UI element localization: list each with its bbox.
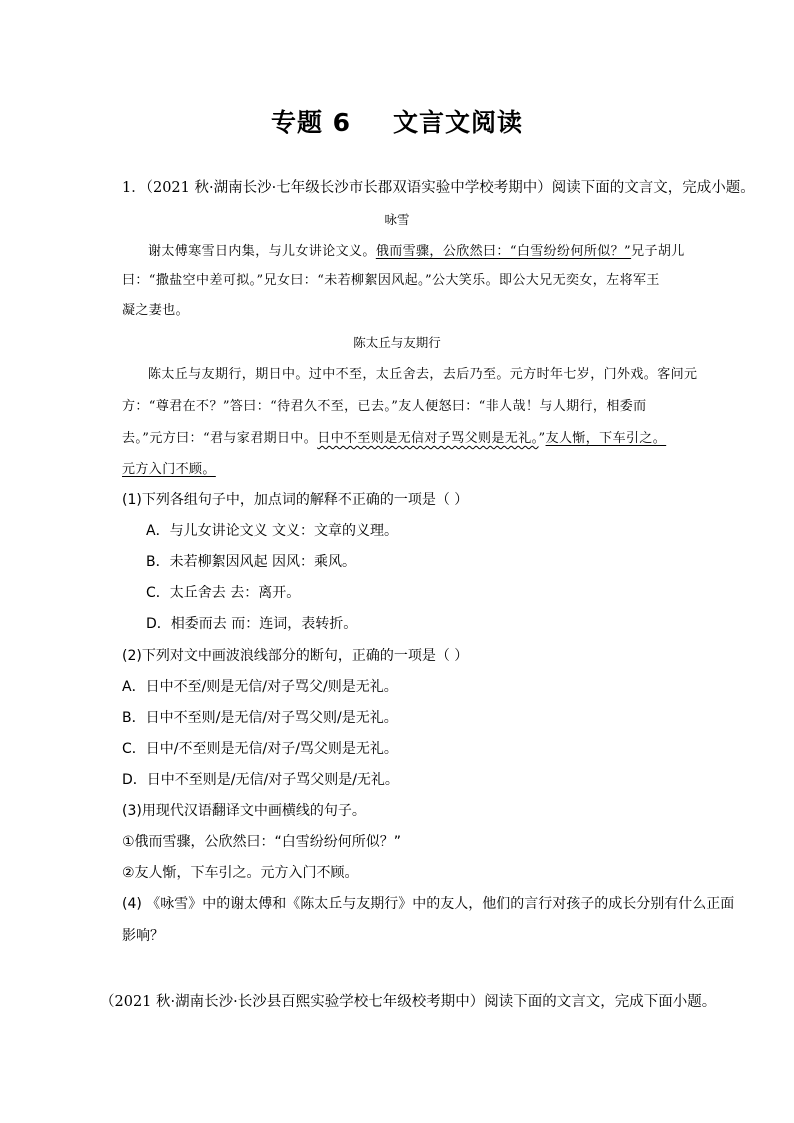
sub-question-2-stem: (2)下列对文中画波浪线部分的断句，正确的一项是（ ） (122, 648, 469, 664)
passage-2-line-2: 方：“尊君在不？”答曰：“待君久不至，已去。”友人便怒曰：“非人哉！与人期行，相委而 (122, 399, 647, 414)
passage-1-title: 咏雪 (384, 212, 410, 227)
passage-2-line-3 (122, 427, 666, 446)
option-c: C．日中/不至则是无信/对子/骂父则是无礼。 (122, 741, 398, 757)
option-d: D．日中不至则是/无信/对子骂父则是/无礼。 (122, 772, 399, 788)
title-topic-name: 文言文阅读 (393, 108, 524, 137)
option-c: C．太丘舍去 去：离开。 (146, 585, 301, 601)
passage-1-line-3: 凝之妻也。 (122, 303, 190, 318)
passage-1-line-1 (148, 240, 685, 259)
option-d: D．相委而去 而：连词，表转折。 (146, 616, 358, 632)
sub-question-4-line-1: (4) 《咏雪》中的谢太傅和《陈太丘与友期行》中的友人，他们的言行对孩子的成长分别有什么正面 (122, 896, 735, 912)
translation-item-1: ①俄而雪骤，公欣然曰：“白雪纷纷何所似？” (122, 834, 402, 850)
option-a: A．日中不至/则是无信/对子骂父/则是无礼。 (122, 679, 398, 695)
page-title (0, 103, 794, 139)
passage-text: ” (538, 431, 546, 446)
passage-2-line-1: 陈太丘与友期行，期日中。过中不至，太丘舍去，去后乃至。元方时年七岁，门外戏。客问元 (148, 367, 698, 382)
passage-1-line-2: 曰：“撒盐空中差可拟。”兄女曰：“未若柳絮因风起。”公大笑乐。即公大兄无奕女，左将军王 (122, 273, 660, 288)
question-source: （2021 秋·湖南长沙·七年级长沙市长郡双语实验中学校考期中）阅读下面的文言文，完成小题。 (145, 180, 755, 196)
question-1-intro (122, 176, 755, 197)
passage-text: 谢太傅寒雪日内集，与儿女讲论文义。 (148, 244, 376, 259)
title-topic-number: 专题 6 (270, 108, 352, 137)
underlined-sentence-2b: 元方入门不顾。 (122, 462, 216, 477)
wavy-underlined-sentence: 日中不至则是无信对子骂父则是无礼。 (317, 431, 539, 446)
question-number: 1． (122, 180, 146, 196)
sub-question-1-stem: (1)下列各组句子中，加点词的解释不正确的一项是（ ） (122, 492, 469, 508)
passage-text: 去。”元方曰：“君与家君期日中。 (122, 431, 318, 446)
translation-item-2: ②友人惭，下车引之。元方入门不顾。 (122, 865, 359, 881)
underlined-sentence-2a: 友人惭，下车引之。 (545, 431, 667, 446)
passage-2-title: 陈太丘与友期行 (353, 335, 441, 350)
option-b: B．未若柳絮因风起 因风：乘风。 (146, 554, 357, 570)
option-b: B．日中不至则/是无信/对子骂父则/是无礼。 (122, 710, 398, 726)
question-2-intro: （2021 秋·湖南长沙·长沙县百熙实验学校七年级校考期中）阅读下面的文言文，完成下面小题。 (100, 994, 717, 1010)
underlined-sentence-1: 俄而雪骤，公欣然曰：“白雪纷纷何所似？” (375, 244, 632, 259)
sub-question-3-stem: (3)用现代汉语翻译文中画横线的句子。 (122, 803, 366, 819)
option-a: A．与儿女讲论文义 文义：文章的义理。 (146, 523, 399, 539)
passage-text: 兄子胡儿 (631, 244, 685, 259)
sub-question-4-line-2: 影响？ (122, 928, 164, 944)
